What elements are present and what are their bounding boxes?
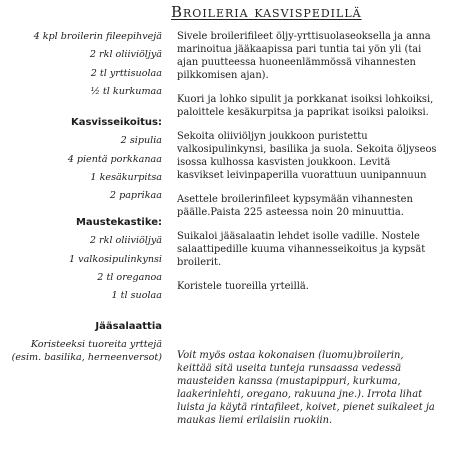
section-heading-ice-salad: Jääsalaattia [95,321,162,332]
instruction-step-6: Koristele tuoreilla yrteillä. [177,281,309,292]
ingredient-item: 1 tl suolaa [111,290,162,302]
ingredient-item: 2 tl oreganoa [97,271,162,283]
recipe-title: Broileria kasvispedillä [171,3,362,21]
instruction-column [177,30,439,293]
ingredient-item: ½ tl kurkumaa [90,85,162,97]
ingredient-item: 1 kesäkurpitsa [90,171,162,183]
ingredient-item: 1 valkosipulinkynsi [69,253,162,265]
section-heading-marinade: Maustekastike: [75,217,162,228]
ingredient-item: 2 rkl oliiviöljyä [89,49,162,61]
instruction-step-1: Sivele broilerifileet öljy-yrttisuolaseoksella ja anna marinoitua jääkaapissa pari tuntia tai yön yli (tai ajan puutteessa huoneenlämmössä vihannesten pilkkomisen ajan). [177,31,431,81]
main-ingredient-list [0,28,162,101]
instruction-step-2: Kuori ja lohko sipulit ja porkkanat isoiksi lohkoiksi, paloittele kesäkurpitsa ja paprikat isoiksi paloiksi. [177,94,434,118]
ingredient-item: 2 rkl oliiviöljyä [89,235,162,247]
ice-salad-block [0,318,162,364]
cooking-tip-text: Voit myös ostaa kokonaisen (luomu)broilerin, keittää sitä useita tunteja runsaassa vedessä mausteiden kanssa (mustapippuri, kurkuma, laakerinlehti, oregano, rakuuna jne.). Irrota lihat luista ja käytä rintafileet, koivet, pienet suikaleet ja maukas liemi erilaisiin ruokiin. [177,350,435,426]
marinade-ingredient-list [0,214,162,305]
vegetable-ingredient-list [0,114,162,205]
ingredient-item: 2 sipulia [120,135,162,147]
ingredient-item: 2 paprikaa [109,190,162,202]
ingredient-item: 4 kpl broilerin fileepihvejä [33,31,162,42]
instruction-step-4: Asettele broilerinfileet kypsymään vihannesten päälle.Paista 225 asteessa noin 20 minuuttia. [177,194,413,218]
instruction-step-5: Suikaloi jääsalaatin lehdet isolle vadille. Nostele salaattipedille kuuma vihannesseikoitus ja kypsät broilerit. [177,231,426,268]
garnish-note: Koristeeksi tuoreita yrttejä (esim. basilika, herneenversot) [11,339,162,364]
ingredient-item: 2 tl yrttisuolaa [90,67,162,79]
ingredient-item: 4 pientä porkkanaa [67,153,162,165]
instruction-step-3: Sekoita oliiviöljyn joukkoon puristettu valkosipulinkynsi, basilika ja suola. Sekoita öljyseos isossa kulhossa kasvisten joukkoon. Levitä kasvikset leivinpaperilla vuorattuun uunipannuun [177,131,437,181]
cooking-tip [177,349,439,427]
section-heading-vegetables: Kasvisseikoitus: [70,117,162,128]
